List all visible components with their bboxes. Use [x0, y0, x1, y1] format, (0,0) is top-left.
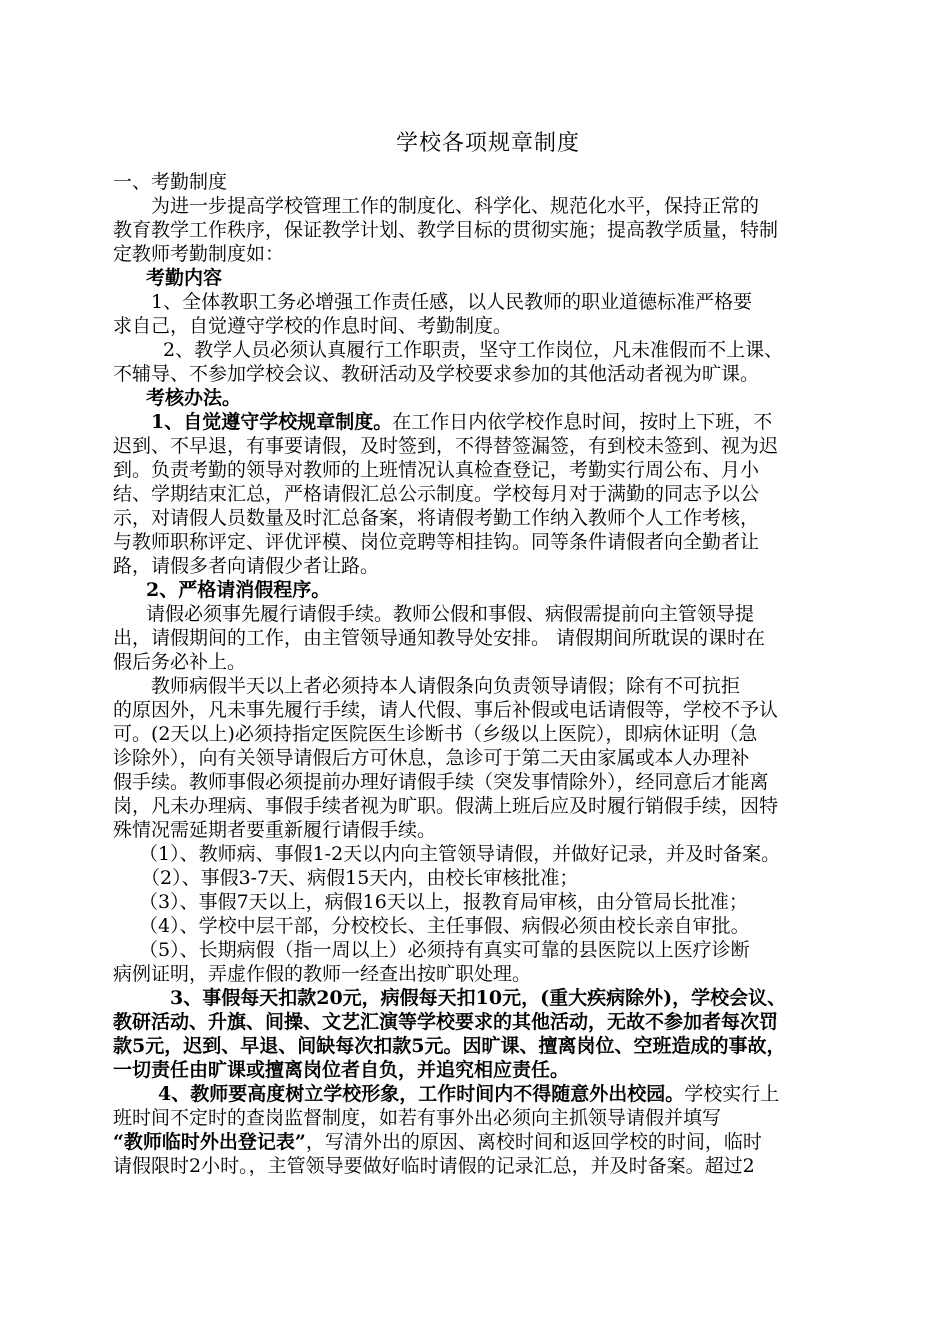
item2-p2-line: 教师病假半天以上者必须持本人请假条向负责领导请假；除有不可抗拒	[151, 675, 741, 697]
section-heading: 一、考勤制度	[113, 171, 228, 193]
item1-first-line	[113, 410, 863, 434]
item1-line: 与教师职称评定、评优评模、岗位竞聘等相挂钩。同等条件请假者向全勤者让	[113, 531, 760, 553]
item4-heading: 4、教师要高度树立学校形象，工作时间内不得随意外出校园。	[158, 1083, 685, 1105]
content-2-line: 不辅导、不参加学校会议、教研活动及学校要求参加的其他活动者视为旷课。	[113, 363, 760, 385]
item4-line: 请假限时2小时。，主管领导要做好临时请假的记录汇总，并及时备案。超过2	[113, 1155, 755, 1177]
content-2-line: 2、教学人员必须认真履行工作职责，坚守工作岗位，凡未准假而不上课、	[163, 339, 784, 361]
item1-line: 到。负责考勤的领导对教师的上班情况认真检查登记，考勤实行周公布、月小	[113, 459, 760, 481]
item3-line: 款5元，迟到、早退、间缺每次扣款5元。因旷课、擅离岗位、空班造成的事故，	[113, 1035, 786, 1057]
item2-p1-line: 假后务必补上。	[113, 651, 247, 673]
rule-line: （1）、教师病、事假1-2天以内向主管领导请假，并做好记录，并及时备案。	[139, 843, 781, 865]
item1-line: 迟到、不早退，有事要请假，及时签到，不得替签漏签，有到校未签到、视为迟	[113, 435, 779, 457]
rule-line: （2）、事假3-7天、病假15天内，由校长审核批准；	[141, 867, 579, 889]
item2-p1-line: 出，请假期间的工作，由主管领导通知教导处安排。 请假期间所耽误的课时在	[113, 627, 766, 649]
item4-line3	[113, 1130, 863, 1154]
item2-p2-line: 的原因外，凡未事先履行手续，请人代假、事后补假或电话请假等，学校不予认	[113, 699, 779, 721]
item1-text: 在工作日内依学校作息时间，按时上下班，不	[392, 411, 773, 433]
intro-line: 为进一步提高学校管理工作的制度化、科学化、规范化水平，保持正常的	[151, 195, 760, 217]
item4-first-line	[113, 1082, 863, 1106]
rule-line: （4）、学校中层干部，分校校长、主任事假、病假必须由校长亲自审批。	[139, 915, 750, 937]
item2-p1-line: 请假必须事先履行请假手续。教师公假和事假、病假需提前向主管领导提	[146, 603, 755, 625]
item1-line: 结、学期结束汇总，严格请假汇总公示制度。学校每月对于满勤的同志予以公	[113, 483, 760, 505]
item3-line: 教研活动、升旗、间操、文艺汇演等学校要求的其他活动，无故不参加者每次罚	[113, 1011, 779, 1033]
rule-line: （3）、事假7天以上，病假16天以上，报教育局审核，由分管局长批准；	[139, 891, 748, 913]
item1-line: 路，请假多者向请假少者让路。	[113, 555, 380, 577]
method-heading: 考核办法。	[146, 387, 242, 409]
item3-line: 3、事假每天扣款20元，病假每天扣10元，(重大疾病除外)，学校会议、	[170, 987, 787, 1009]
intro-line: 教育教学工作秩序，保证教学计划、教学目标的贯彻实施；提高教学质量，特制	[113, 219, 779, 241]
item2-p2-line: 假手续。教师事假必须提前办理好请假手续（突发事情除外），经同意后才能离	[113, 771, 769, 793]
item4-text: 学校实行上	[684, 1083, 780, 1105]
document-title: 学校各项规章制度	[395, 131, 580, 156]
item1-line: 示，对请假人员数量及时汇总备案，将请假考勤工作纳入教师个人工作考核，	[113, 507, 760, 529]
rule-line: （5）、长期病假（指一周以上）必须持有真实可靠的县医院以上医疗诊断	[139, 939, 750, 961]
item2-heading: 2、严格请消假程序。	[146, 579, 331, 601]
intro-line: 定教师考勤制度如：	[113, 243, 285, 265]
item3-line: 一切责任由旷课或擅离岗位者自负，并追究相应责任。	[113, 1059, 570, 1081]
item2-p2-line: 可。(2天以上)必须持指定医院医生诊断书（乡级以上医院），即病休证明（急	[113, 723, 758, 745]
rule-tail: 病例证明，弄虚作假的教师一经查出按旷职处理。	[113, 963, 532, 985]
item1-heading: 1、自觉遵守学校规章制度。	[151, 411, 393, 433]
content-1-line: 1、全体教职工务必增强工作责任感，以人民教师的职业道德标准严格要	[151, 291, 753, 313]
item4-form-name: “教师临时外出登记表”	[113, 1131, 306, 1153]
content-1-line: 求自己，自觉遵守学校的作息时间、考勤制度。	[113, 315, 513, 337]
item2-p2-line: 岗，凡未办理病、事假手续者视为旷职。假满上班后应及时履行销假手续，因特	[113, 795, 779, 817]
item2-p2-line: 诊除外），向有关领导请假后方可休息，急诊可于第二天由家属或本人办理补	[113, 747, 750, 769]
item2-p2-line: 殊情况需延期者要重新履行请假手续。	[113, 819, 437, 841]
document-page	[113, 130, 863, 1178]
content-heading: 考勤内容	[146, 267, 223, 289]
item4-line: 班时间不定时的查岗监督制度，如若有事外出必须向主抓领导请假并填写	[113, 1107, 722, 1129]
item4-text: ，写清外出的原因、离校时间和返回学校的时间，临时	[305, 1131, 762, 1153]
